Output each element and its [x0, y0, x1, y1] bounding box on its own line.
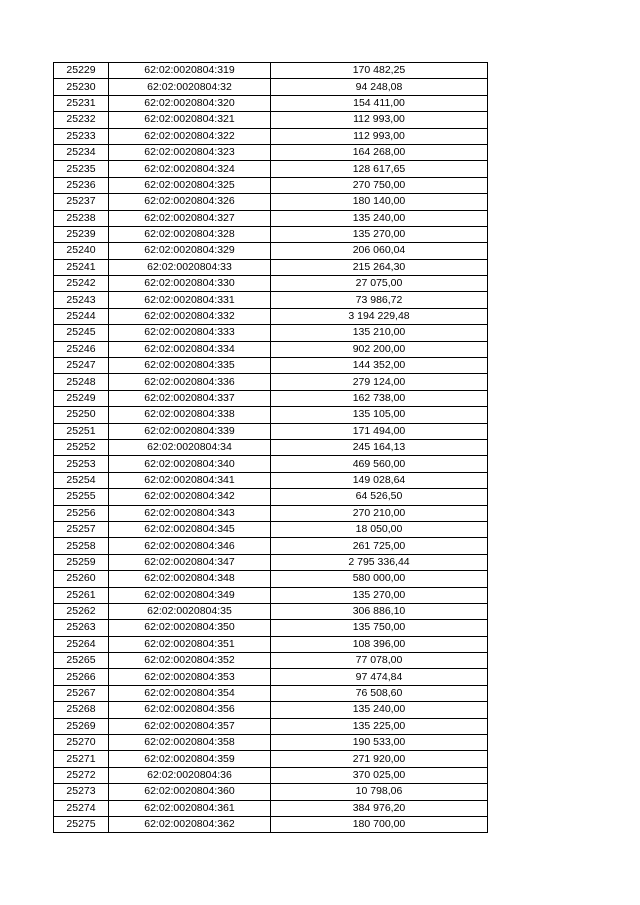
cadastral-value-cell: 77 078,00 — [271, 653, 488, 669]
cadastral-number-cell: 62:02:0020804:345 — [109, 521, 271, 537]
row-number-cell: 25265 — [54, 653, 109, 669]
cadastral-value-cell: 135 270,00 — [271, 226, 488, 242]
row-number-cell: 25267 — [54, 685, 109, 701]
row-number-cell: 25237 — [54, 194, 109, 210]
table-row — [54, 112, 488, 128]
cadastral-number-cell: 62:02:0020804:349 — [109, 587, 271, 603]
document-page — [53, 62, 487, 833]
row-number-cell: 25231 — [54, 95, 109, 111]
cadastral-value-cell: 149 028,64 — [271, 472, 488, 488]
cadastral-number-cell: 62:02:0020804:321 — [109, 112, 271, 128]
row-number-cell: 25238 — [54, 210, 109, 226]
row-number-cell: 25263 — [54, 620, 109, 636]
table-row — [54, 341, 488, 357]
cadastral-number-cell: 62:02:0020804:33 — [109, 259, 271, 275]
row-number-cell: 25247 — [54, 358, 109, 374]
row-number-cell: 25234 — [54, 144, 109, 160]
table-row — [54, 702, 488, 718]
cadastral-value-cell: 190 533,00 — [271, 735, 488, 751]
row-number-cell: 25232 — [54, 112, 109, 128]
table-row — [54, 292, 488, 308]
cadastral-number-cell: 62:02:0020804:35 — [109, 603, 271, 619]
cadastral-value-cell: 171 494,00 — [271, 423, 488, 439]
row-number-cell: 25275 — [54, 816, 109, 832]
table-row — [54, 194, 488, 210]
row-number-cell: 25240 — [54, 243, 109, 259]
cadastral-value-cell: 135 750,00 — [271, 620, 488, 636]
row-number-cell: 25249 — [54, 390, 109, 406]
cadastral-number-cell: 62:02:0020804:328 — [109, 226, 271, 242]
cadastral-value-cell: 206 060,04 — [271, 243, 488, 259]
table-row — [54, 79, 488, 95]
table-row — [54, 128, 488, 144]
row-number-cell: 25251 — [54, 423, 109, 439]
table-row — [54, 95, 488, 111]
table-row — [54, 603, 488, 619]
table-row — [54, 489, 488, 505]
cadastral-number-cell: 62:02:0020804:325 — [109, 177, 271, 193]
cadastral-value-cell: 279 124,00 — [271, 374, 488, 390]
row-number-cell: 25241 — [54, 259, 109, 275]
row-number-cell: 25255 — [54, 489, 109, 505]
row-number-cell: 25268 — [54, 702, 109, 718]
table-row — [54, 243, 488, 259]
row-number-cell: 25235 — [54, 161, 109, 177]
cadastral-value-cell: 245 164,13 — [271, 439, 488, 455]
cadastral-number-cell: 62:02:0020804:361 — [109, 800, 271, 816]
cadastral-number-cell: 62:02:0020804:332 — [109, 308, 271, 324]
table-row — [54, 276, 488, 292]
row-number-cell: 25239 — [54, 226, 109, 242]
table-row — [54, 210, 488, 226]
cadastral-number-cell: 62:02:0020804:34 — [109, 439, 271, 455]
cadastral-number-cell: 62:02:0020804:32 — [109, 79, 271, 95]
cadastral-value-cell: 3 194 229,48 — [271, 308, 488, 324]
cadastral-number-cell: 62:02:0020804:322 — [109, 128, 271, 144]
row-number-cell: 25258 — [54, 538, 109, 554]
row-number-cell: 25260 — [54, 571, 109, 587]
cadastral-value-cell: 306 886,10 — [271, 603, 488, 619]
cadastral-value-cell: 180 700,00 — [271, 816, 488, 832]
table-row — [54, 472, 488, 488]
cadastral-number-cell: 62:02:0020804:356 — [109, 702, 271, 718]
row-number-cell: 25243 — [54, 292, 109, 308]
row-number-cell: 25256 — [54, 505, 109, 521]
row-number-cell: 25269 — [54, 718, 109, 734]
cadastral-value-cell: 135 240,00 — [271, 210, 488, 226]
cadastral-value-cell: 27 075,00 — [271, 276, 488, 292]
cadastral-number-cell: 62:02:0020804:330 — [109, 276, 271, 292]
cadastral-number-cell: 62:02:0020804:337 — [109, 390, 271, 406]
cadastral-number-cell: 62:02:0020804:324 — [109, 161, 271, 177]
table-row — [54, 439, 488, 455]
table-row — [54, 685, 488, 701]
cadastral-value-cell: 135 270,00 — [271, 587, 488, 603]
cadastral-value-cell: 154 411,00 — [271, 95, 488, 111]
cadastral-number-cell: 62:02:0020804:350 — [109, 620, 271, 636]
row-number-cell: 25246 — [54, 341, 109, 357]
cadastral-value-cell: 64 526,50 — [271, 489, 488, 505]
table-row — [54, 620, 488, 636]
row-number-cell: 25271 — [54, 751, 109, 767]
row-number-cell: 25273 — [54, 784, 109, 800]
table-row — [54, 718, 488, 734]
cadastral-number-cell: 62:02:0020804:348 — [109, 571, 271, 587]
row-number-cell: 25229 — [54, 63, 109, 79]
row-number-cell: 25230 — [54, 79, 109, 95]
row-number-cell: 25252 — [54, 439, 109, 455]
table-row — [54, 669, 488, 685]
cadastral-number-cell: 62:02:0020804:323 — [109, 144, 271, 160]
cadastral-number-cell: 62:02:0020804:352 — [109, 653, 271, 669]
row-number-cell: 25244 — [54, 308, 109, 324]
cadastral-value-cell: 261 725,00 — [271, 538, 488, 554]
row-number-cell: 25261 — [54, 587, 109, 603]
row-number-cell: 25242 — [54, 276, 109, 292]
cadastral-number-cell: 62:02:0020804:319 — [109, 63, 271, 79]
cadastral-number-cell: 62:02:0020804:320 — [109, 95, 271, 111]
table-row — [54, 325, 488, 341]
table-body — [54, 63, 488, 833]
cadastral-value-cell: 271 920,00 — [271, 751, 488, 767]
cadastral-number-cell: 62:02:0020804:360 — [109, 784, 271, 800]
cadastral-value-cell: 76 508,60 — [271, 685, 488, 701]
cadastral-number-cell: 62:02:0020804:339 — [109, 423, 271, 439]
cadastral-number-cell: 62:02:0020804:354 — [109, 685, 271, 701]
row-number-cell: 25257 — [54, 521, 109, 537]
cadastral-number-cell: 62:02:0020804:359 — [109, 751, 271, 767]
cadastral-number-cell: 62:02:0020804:362 — [109, 816, 271, 832]
row-number-cell: 25262 — [54, 603, 109, 619]
cadastral-value-cell: 2 795 336,44 — [271, 554, 488, 570]
cadastral-value-cell: 215 264,30 — [271, 259, 488, 275]
cadastral-number-cell: 62:02:0020804:358 — [109, 735, 271, 751]
cadastral-value-cell: 128 617,65 — [271, 161, 488, 177]
cadastral-value-cell: 580 000,00 — [271, 571, 488, 587]
cadastral-value-cell: 97 474,84 — [271, 669, 488, 685]
table-row — [54, 587, 488, 603]
table-row — [54, 456, 488, 472]
row-number-cell: 25245 — [54, 325, 109, 341]
row-number-cell: 25250 — [54, 407, 109, 423]
cadastral-value-cell: 135 105,00 — [271, 407, 488, 423]
table-row — [54, 358, 488, 374]
cadastral-number-cell: 62:02:0020804:36 — [109, 767, 271, 783]
cadastral-number-cell: 62:02:0020804:343 — [109, 505, 271, 521]
cadastral-value-cell: 144 352,00 — [271, 358, 488, 374]
cadastral-number-cell: 62:02:0020804:351 — [109, 636, 271, 652]
row-number-cell: 25233 — [54, 128, 109, 144]
row-number-cell: 25270 — [54, 735, 109, 751]
row-number-cell: 25248 — [54, 374, 109, 390]
cadastral-value-cell: 10 798,06 — [271, 784, 488, 800]
cadastral-number-cell: 62:02:0020804:338 — [109, 407, 271, 423]
cadastral-number-cell: 62:02:0020804:357 — [109, 718, 271, 734]
cadastral-value-cell: 180 140,00 — [271, 194, 488, 210]
cadastral-value-cell: 170 482,25 — [271, 63, 488, 79]
cadastral-value-cell: 112 993,00 — [271, 112, 488, 128]
cadastral-number-cell: 62:02:0020804:326 — [109, 194, 271, 210]
table-row — [54, 751, 488, 767]
table-row — [54, 767, 488, 783]
row-number-cell: 25254 — [54, 472, 109, 488]
table-row — [54, 505, 488, 521]
table-row — [54, 800, 488, 816]
table-row — [54, 407, 488, 423]
cadastral-number-cell: 62:02:0020804:327 — [109, 210, 271, 226]
cadastral-value-cell: 270 210,00 — [271, 505, 488, 521]
cadastral-value-cell: 162 738,00 — [271, 390, 488, 406]
table-row — [54, 653, 488, 669]
table-row — [54, 259, 488, 275]
cadastral-number-cell: 62:02:0020804:334 — [109, 341, 271, 357]
cadastral-value-cell: 18 050,00 — [271, 521, 488, 537]
cadastral-value-cell: 112 993,00 — [271, 128, 488, 144]
cadastral-number-cell: 62:02:0020804:333 — [109, 325, 271, 341]
cadastral-number-cell: 62:02:0020804:335 — [109, 358, 271, 374]
table-row — [54, 571, 488, 587]
cadastral-value-cell: 73 986,72 — [271, 292, 488, 308]
row-number-cell: 25253 — [54, 456, 109, 472]
cadastral-number-cell: 62:02:0020804:342 — [109, 489, 271, 505]
row-number-cell: 25264 — [54, 636, 109, 652]
table-row — [54, 521, 488, 537]
table-row — [54, 554, 488, 570]
cadastral-value-cell: 135 225,00 — [271, 718, 488, 734]
cadastral-value-cell: 384 976,20 — [271, 800, 488, 816]
cadastral-value-cell: 370 025,00 — [271, 767, 488, 783]
table-row — [54, 144, 488, 160]
table-row — [54, 161, 488, 177]
cadastral-value-table — [53, 62, 488, 833]
table-row — [54, 784, 488, 800]
cadastral-value-cell: 94 248,08 — [271, 79, 488, 95]
cadastral-number-cell: 62:02:0020804:336 — [109, 374, 271, 390]
cadastral-value-cell: 108 396,00 — [271, 636, 488, 652]
cadastral-number-cell: 62:02:0020804:340 — [109, 456, 271, 472]
cadastral-value-cell: 902 200,00 — [271, 341, 488, 357]
table-row — [54, 816, 488, 832]
cadastral-value-cell: 135 240,00 — [271, 702, 488, 718]
cadastral-number-cell: 62:02:0020804:353 — [109, 669, 271, 685]
cadastral-value-cell: 270 750,00 — [271, 177, 488, 193]
row-number-cell: 25274 — [54, 800, 109, 816]
cadastral-number-cell: 62:02:0020804:329 — [109, 243, 271, 259]
table-row — [54, 390, 488, 406]
table-row — [54, 374, 488, 390]
cadastral-value-cell: 164 268,00 — [271, 144, 488, 160]
cadastral-number-cell: 62:02:0020804:347 — [109, 554, 271, 570]
table-row — [54, 735, 488, 751]
row-number-cell: 25236 — [54, 177, 109, 193]
table-row — [54, 177, 488, 193]
cadastral-value-cell: 135 210,00 — [271, 325, 488, 341]
cadastral-value-cell: 469 560,00 — [271, 456, 488, 472]
row-number-cell: 25266 — [54, 669, 109, 685]
table-row — [54, 226, 488, 242]
row-number-cell: 25259 — [54, 554, 109, 570]
table-row — [54, 423, 488, 439]
table-row — [54, 636, 488, 652]
cadastral-number-cell: 62:02:0020804:331 — [109, 292, 271, 308]
cadastral-number-cell: 62:02:0020804:341 — [109, 472, 271, 488]
cadastral-number-cell: 62:02:0020804:346 — [109, 538, 271, 554]
table-row — [54, 63, 488, 79]
table-row — [54, 308, 488, 324]
table-row — [54, 538, 488, 554]
row-number-cell: 25272 — [54, 767, 109, 783]
